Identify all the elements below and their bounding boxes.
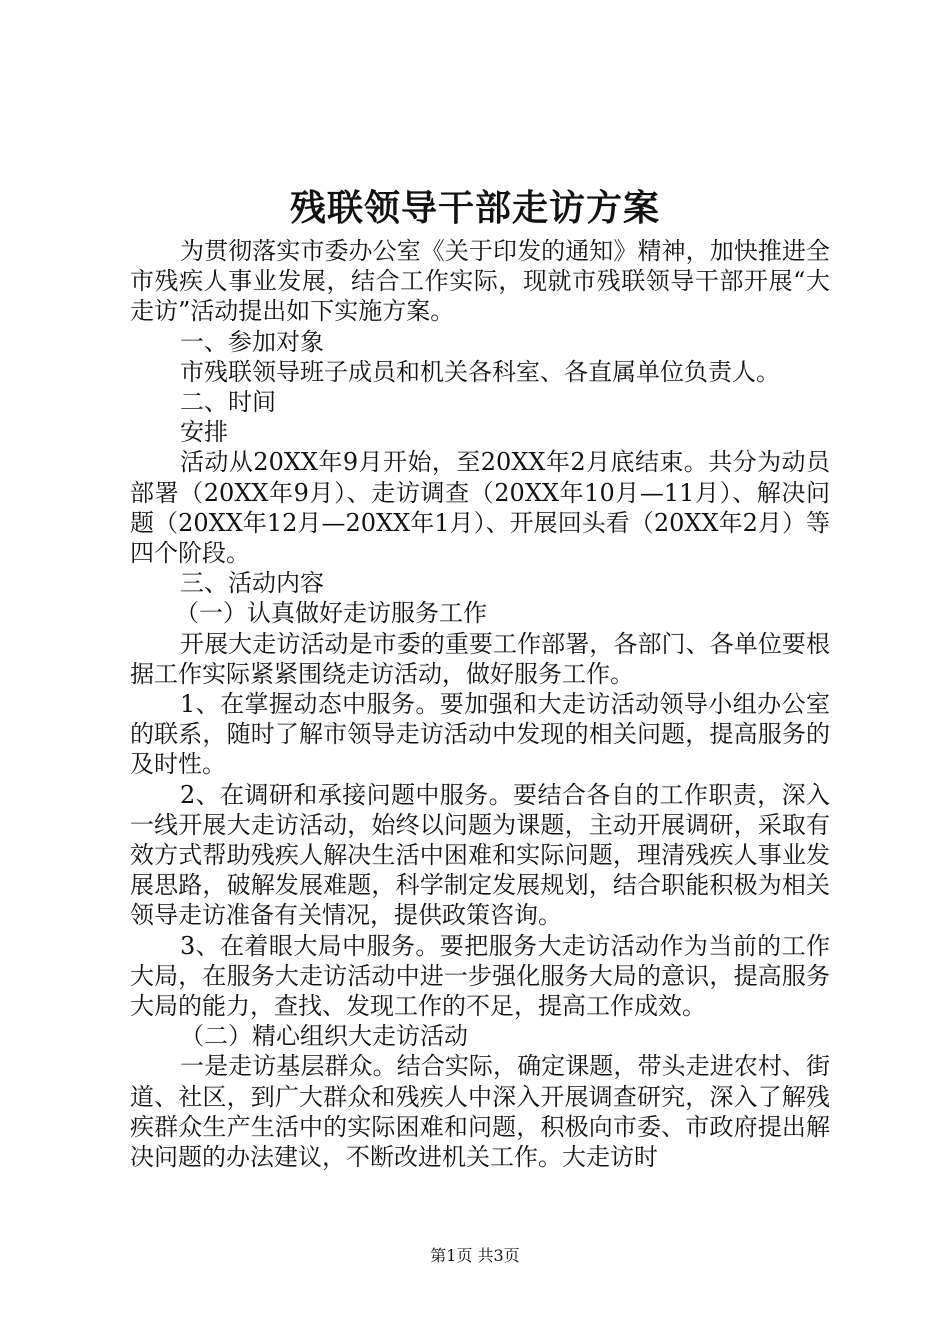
paragraph-item-3: 3、在着眼大局中服务。要把服务大走访活动作为当前的工作大局，在服务大走访活动中进一步强化服务大局的意识，提高服务大局的能力，查找、发现工作的不足，提高工作成效。 — [130, 931, 830, 1021]
heading-arrangement: 安排 — [180, 418, 228, 447]
paragraph-item-2: 2、在调研和承接问题中服务。要结合各自的工作职责，深入一线开展大走访活动，始终以问题为课题，主动开展调研，采取有效方式帮助残疾人解决生活中困难和实际问题，理清残疾人事业发展思路，破解发展难题，科学制定发展规划，结合职能积极为相关领导走访准备有关情况，提供政策咨询。 — [130, 780, 830, 930]
heading-activity-content: 三、活动内容 — [180, 569, 324, 598]
subheading-service-work: （一）认真做好走访服务工作 — [175, 599, 487, 628]
paragraph-schedule: 活动从20XX年9月开始，至20XX年2月底结束。共分为动员部署（20XX年9月）、走访调查（20XX年10月—11月）、解决问题（20XX年12月—20XX年1月）、开展回头看（20XX年2月）等四个阶段。 — [130, 448, 830, 568]
page-number-footer: 第1页 共3页 — [430, 1246, 520, 1265]
paragraph-service-work: 开展大走访活动是市委的重要工作部署，各部门、各单位要根据工作实际紧紧围绕走访活动，做好服务工作。 — [130, 629, 830, 688]
paragraph-visit-grassroots: 一是走访基层群众。结合实际，确定课题，带头走进农村、街道、社区，到广大群众和残疾人中深入开展调查研究，深入了解残疾群众生产生活中的实际困难和问题，积极向市委、市政府提出解决问题的办法建议，不断改进机关工作。大走访时 — [130, 1052, 830, 1172]
heading-participants: 一、参加对象 — [180, 327, 324, 356]
paragraph-item-1: 1、在掌握动态中服务。要加强和大走访活动领导小组办公室的联系，随时了解市领导走访活动中发现的相关问题，提高服务的及时性。 — [130, 690, 830, 779]
paragraph-intro: 为贯彻落实市委办公室《关于印发的通知》精神，加快推进全市残疾人事业发展，结合工作实际，现就市残联领导干部开展“大走访”活动提出如下实施方案。 — [130, 237, 830, 326]
document-body — [130, 236, 830, 1172]
paragraph-participants: 市残联领导班子成员和机关各科室、各直属单位负责人。 — [180, 357, 780, 386]
subheading-organize-visits: （二）精心组织大走访活动 — [180, 1022, 468, 1051]
heading-time: 二、时间 — [180, 388, 276, 417]
document-title: 残联领导干部走访方案 — [289, 187, 660, 229]
